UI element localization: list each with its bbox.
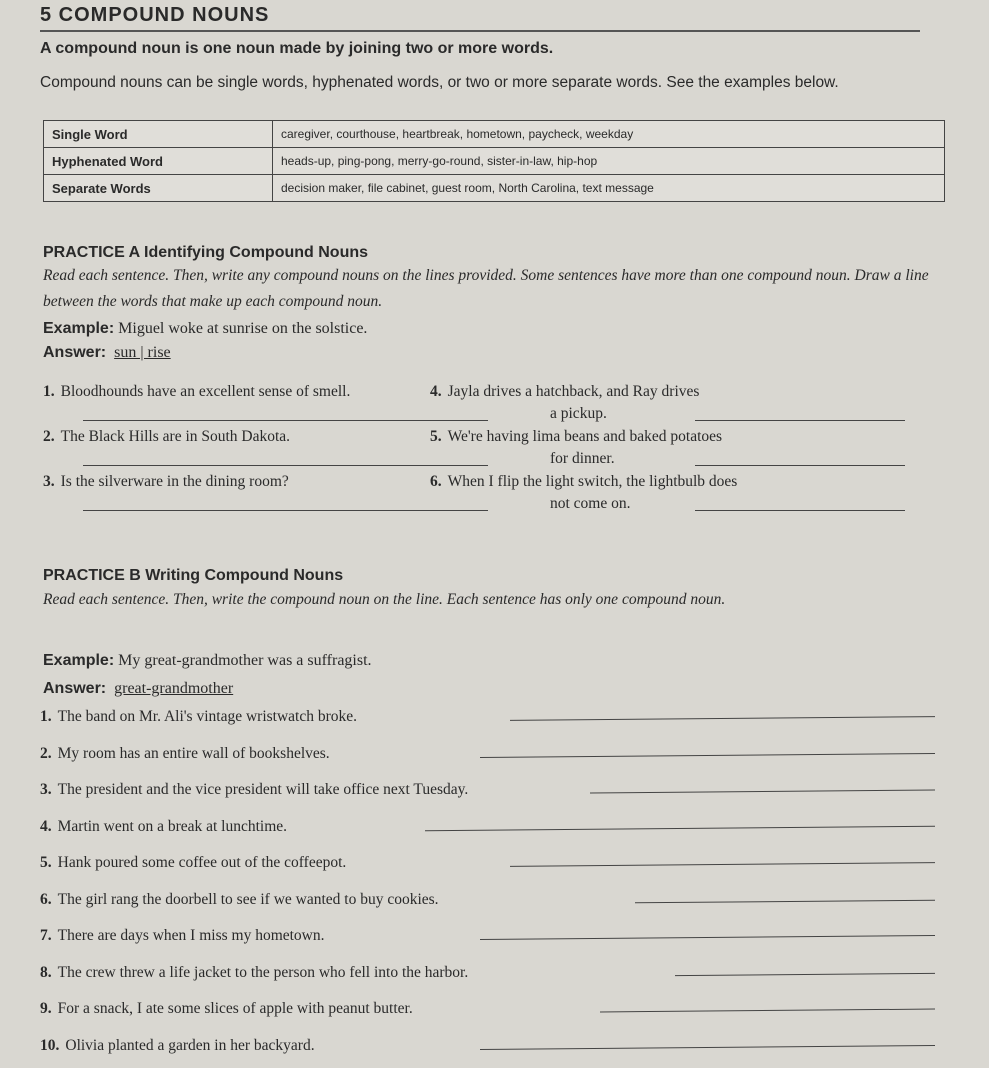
answer-label: Answer: [43,680,107,697]
item-text: The girl rang the doorbell to see if we wanted to buy cookies. [57,890,439,908]
definition: A compound noun is one noun made by joining two or more words. [40,40,554,57]
answer-label: Answer: [43,344,107,361]
answer-line[interactable] [635,899,935,903]
item-continuation: for dinner. [550,450,615,467]
example-sentence: Miguel woke at sunrise on the solstice. [118,320,368,337]
answer-line[interactable] [675,972,935,975]
practice-a-item [43,473,289,491]
item-text: The president and the vice president will take office next Tuesday. [57,781,469,798]
answer-line[interactable] [600,1009,935,1013]
item-text: Hank poured some coffee out of the coffeepot. [57,854,347,871]
item-number: 5. [430,428,442,445]
example-sentence: My great-grandmother was a suffragist. [118,652,372,669]
item-text: The crew threw a life jacket to the person who fell into the harbor. [57,963,469,981]
item-text: Is the silverware in the dining room? [60,473,289,490]
item-number: 1. [43,383,55,400]
practice-b-item [40,708,357,726]
answer-line[interactable] [695,510,905,511]
item-number: 7. [40,927,52,944]
practice-a-answer [43,344,171,362]
practice-a-item [43,383,350,401]
item-number: 6. [40,890,52,908]
row-examples: heads-up, ping-pong, merry-go-round, sister-in-law, hip-hop [273,148,945,175]
table-row [44,121,945,148]
answer-line[interactable] [480,1045,935,1050]
practice-a-item [430,383,699,401]
example-label: Example: [43,320,115,337]
answer-line[interactable] [510,862,935,867]
item-text: Martin went on a break at lunchtime. [57,817,288,835]
item-number: 3. [40,781,52,798]
answer-value: great-grandmother [114,680,234,697]
row-type: Single Word [44,121,273,148]
item-number: 6. [430,473,442,490]
practice-b-item [40,818,287,836]
practice-b-item [40,781,468,799]
example-label: Example: [43,652,115,669]
item-number: 4. [430,383,442,400]
examples-table [43,120,945,202]
practice-a-item [430,473,737,491]
answer-line[interactable] [695,465,905,466]
item-text: The Black Hills are in South Dakota. [60,428,291,445]
practice-b-answer [43,680,233,698]
table-row [44,175,945,202]
practice-b-item [40,927,325,945]
answer-line[interactable] [480,935,935,940]
answer-line[interactable] [590,789,935,793]
practice-b-item [40,964,468,982]
item-text: Olivia planted a garden in her backyard. [65,1036,315,1054]
practice-b-item [40,854,346,872]
practice-b-example [43,652,372,670]
item-text: When I flip the light switch, the lightbulb does [447,473,738,490]
practice-a-item [430,428,722,446]
row-examples: decision maker, file cabinet, guest room, North Carolina, text message [273,175,945,202]
answer-line[interactable] [83,465,488,466]
item-number: 5. [40,854,52,871]
answer-line[interactable] [480,753,935,758]
item-number: 10. [40,1036,60,1054]
item-number: 1. [40,708,52,725]
item-text: We're having lima beans and baked potatoes [447,428,723,445]
row-type: Separate Words [44,175,273,202]
item-text: Jayla drives a hatchback, and Ray drives [447,383,700,400]
item-text: Bloodhounds have an excellent sense of smell. [60,383,351,400]
item-text: My room has an entire wall of bookshelves. [57,744,330,762]
practice-b-item [40,891,439,909]
item-number: 8. [40,963,52,981]
title-rule [40,30,920,32]
practice-a-instructions: Read each sentence. Then, write any compound nouns on the lines provided. Some sentences have more than one compound noun. Draw a line between the words that make up each compound noun. [43,267,929,310]
practice-a-example [43,320,367,338]
answer-line[interactable] [425,825,935,830]
answer-line[interactable] [83,420,488,421]
practice-b-item [40,1000,413,1018]
item-continuation: not come on. [550,495,631,512]
table-row [44,148,945,175]
practice-b-item [40,1037,315,1055]
practice-b-heading: PRACTICE B Writing Compound Nouns [43,567,344,584]
answer-line[interactable] [695,420,905,421]
item-number: 4. [40,817,52,835]
answer-line[interactable] [83,510,488,511]
practice-a-heading: PRACTICE A Identifying Compound Nouns [43,244,369,261]
intro-text: Compound nouns can be single words, hyphenated words, or two or more separate words. See the examples below. [40,74,839,91]
item-text: There are days when I miss my hometown. [57,927,325,944]
row-examples: caregiver, courthouse, heartbreak, hometown, paycheck, weekday [273,121,945,148]
item-number: 2. [40,744,52,762]
practice-a-item [43,428,290,446]
item-number: 3. [43,473,55,490]
item-number: 2. [43,428,55,445]
answer-value: sun | rise [114,344,171,361]
item-number: 9. [40,1000,52,1017]
lesson-title: 5 COMPOUND NOUNS [40,4,270,26]
item-text: For a snack, I ate some slices of apple with peanut butter. [57,1000,413,1017]
practice-b-item [40,745,330,763]
practice-b-instructions: Read each sentence. Then, write the compound noun on the line. Each sentence has only one compound noun. [43,591,726,608]
item-continuation: a pickup. [550,405,607,422]
answer-line[interactable] [510,716,935,721]
row-type: Hyphenated Word [44,148,273,175]
item-text: The band on Mr. Ali's vintage wristwatch broke. [57,708,358,725]
